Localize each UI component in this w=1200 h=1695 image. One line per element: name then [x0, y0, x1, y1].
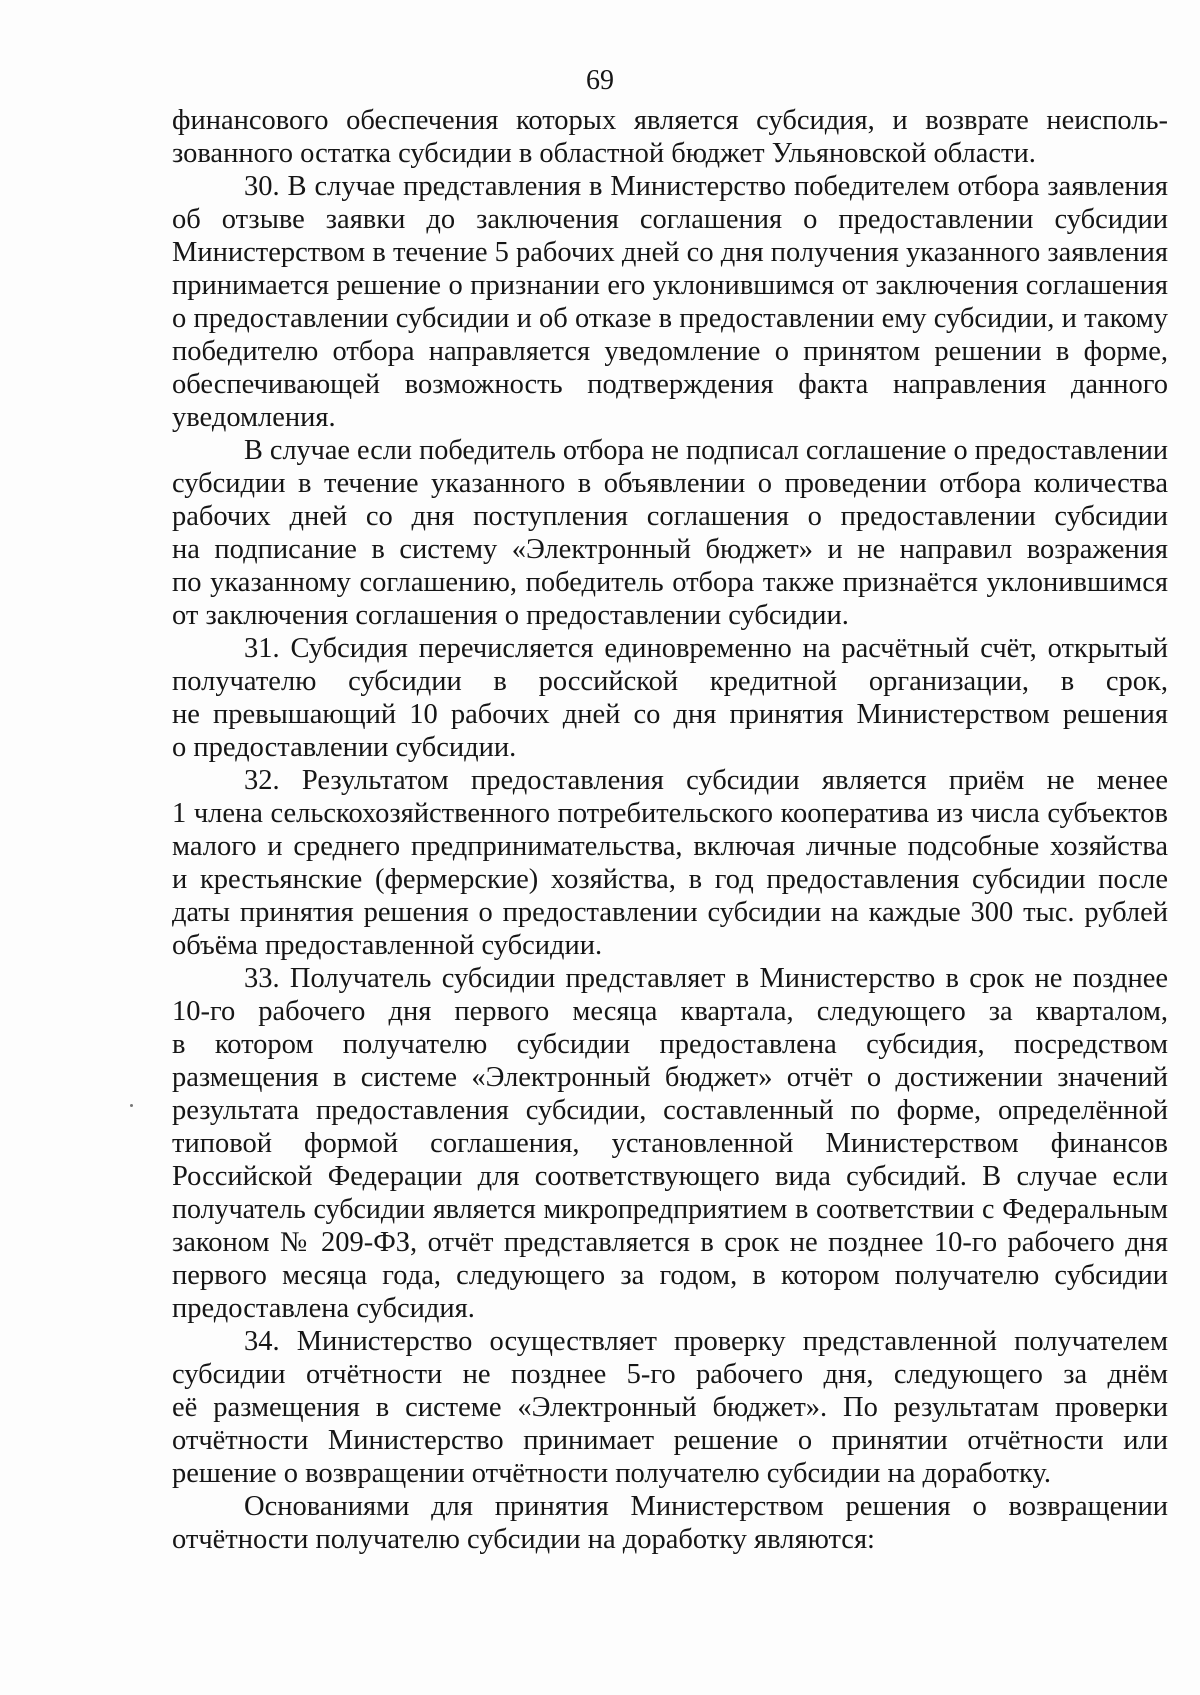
text-line: её размещения в системе «Электронный бюджет». По результатам проверки	[172, 1392, 1168, 1423]
text-line: объёма предоставленной субсидии.	[172, 930, 603, 961]
text-line: финансового обеспечения которых является субсидия, и возврате неисполь-	[172, 105, 1168, 136]
text-line: 34. Министерство осуществляет проверку представленной получателем	[244, 1326, 1168, 1357]
text-line: Министерством в течение 5 рабочих дней со дня получения указанного заявления	[172, 237, 1168, 268]
text-line: зованного остатка субсидии в областной бюджет Ульяновской области.	[172, 138, 1036, 169]
text-line: малого и среднего предпринимательства, включая личные подсобные хозяйства	[172, 831, 1168, 862]
text-line: результата предоставления субсидии, составленный по форме, определённой	[172, 1095, 1168, 1126]
text-line: решение о возвращении отчётности получателю субсидии на доработку.	[172, 1458, 1051, 1489]
text-line: типовой формой соглашения, установленной Министерством финансов	[172, 1128, 1168, 1159]
text-line: предоставлена субсидия.	[172, 1293, 475, 1324]
text-line: победителю отбора направляется уведомление о принятом решении в форме,	[172, 336, 1168, 367]
text-line: законом № 209-ФЗ, отчёт представляется в срок не позднее 10-го рабочего дня	[172, 1227, 1168, 1258]
text-line: в котором получателю субсидии предоставлена субсидия, посредством	[172, 1029, 1168, 1060]
text-line: В случае если победитель отбора не подписал соглашение о предоставлении	[244, 435, 1168, 466]
text-line: принимается решение о признании его уклонившимся от заключения соглашения	[172, 270, 1168, 301]
text-line: Российской Федерации для соответствующего вида субсидий. В случае если	[172, 1161, 1168, 1192]
text-line: по указанному соглашению, победитель отбора также признаётся уклонившимся	[172, 567, 1168, 598]
text-line: о предоставлении субсидии.	[172, 732, 517, 763]
text-line: не превышающий 10 рабочих дней со дня принятия Министерством решения	[172, 699, 1168, 730]
text-line: от заключения соглашения о предоставлении субсидии.	[172, 600, 849, 631]
text-line: о предоставлении субсидии и об отказе в предоставлении ему субсидии, и такому	[172, 303, 1168, 334]
text-line: размещения в системе «Электронный бюджет» отчёт о достижении значений	[172, 1062, 1168, 1093]
page-number: 69	[586, 65, 614, 96]
text-line: об отзыве заявки до заключения соглашения о предоставлении субсидии	[172, 204, 1168, 235]
text-line: первого месяца года, следующего за годом, в котором получателю субсидии	[172, 1260, 1168, 1291]
text-line: 32. Результатом предоставления субсидии является приём не менее	[244, 765, 1168, 796]
text-line: 31. Субсидия перечисляется единовременно на расчётный счёт, открытый	[244, 633, 1168, 664]
text-line: 1 члена сельскохозяйственного потребительского кооператива из числа субъектов	[172, 798, 1168, 829]
text-line: субсидии отчётности не позднее 5-го рабочего дня, следующего за днём	[172, 1359, 1168, 1390]
text-line: 10-го рабочего дня первого месяца квартала, следующего за кварталом,	[172, 996, 1168, 1027]
text-line: получатель субсидии является микропредприятием в соответствии с Федеральным	[172, 1194, 1168, 1225]
text-line: уведомления.	[172, 402, 336, 433]
text-line: даты принятия решения о предоставлении субсидии на каждые 300 тыс. рублей	[172, 897, 1168, 928]
text-line: 30. В случае представления в Министерство победителем отбора заявления	[244, 171, 1168, 202]
text-line: субсидии в течение указанного в объявлении о проведении отбора количества	[172, 468, 1168, 499]
text-line: отчётности Министерство принимает решение о принятии отчётности или	[172, 1425, 1168, 1456]
text-line: рабочих дней со дня поступления соглашения о предоставлении субсидии	[172, 501, 1168, 532]
text-line: отчётности получателю субсидии на доработку являются:	[172, 1524, 875, 1555]
text-line: на подписание в систему «Электронный бюджет» и не направил возражения	[172, 534, 1168, 565]
text-line: получателю субсидии в российской кредитной организации, в срок,	[172, 666, 1168, 697]
text-line: 33. Получатель субсидии представляет в Министерство в срок не позднее	[244, 963, 1168, 994]
text-line: и крестьянские (фермерские) хозяйства, в год предоставления субсидии после	[172, 864, 1168, 895]
text-line: обеспечивающей возможность подтверждения факта направления данного	[172, 369, 1168, 400]
text-line: Основаниями для принятия Министерством решения о возвращении	[244, 1491, 1168, 1522]
margin-speck	[130, 1104, 133, 1107]
